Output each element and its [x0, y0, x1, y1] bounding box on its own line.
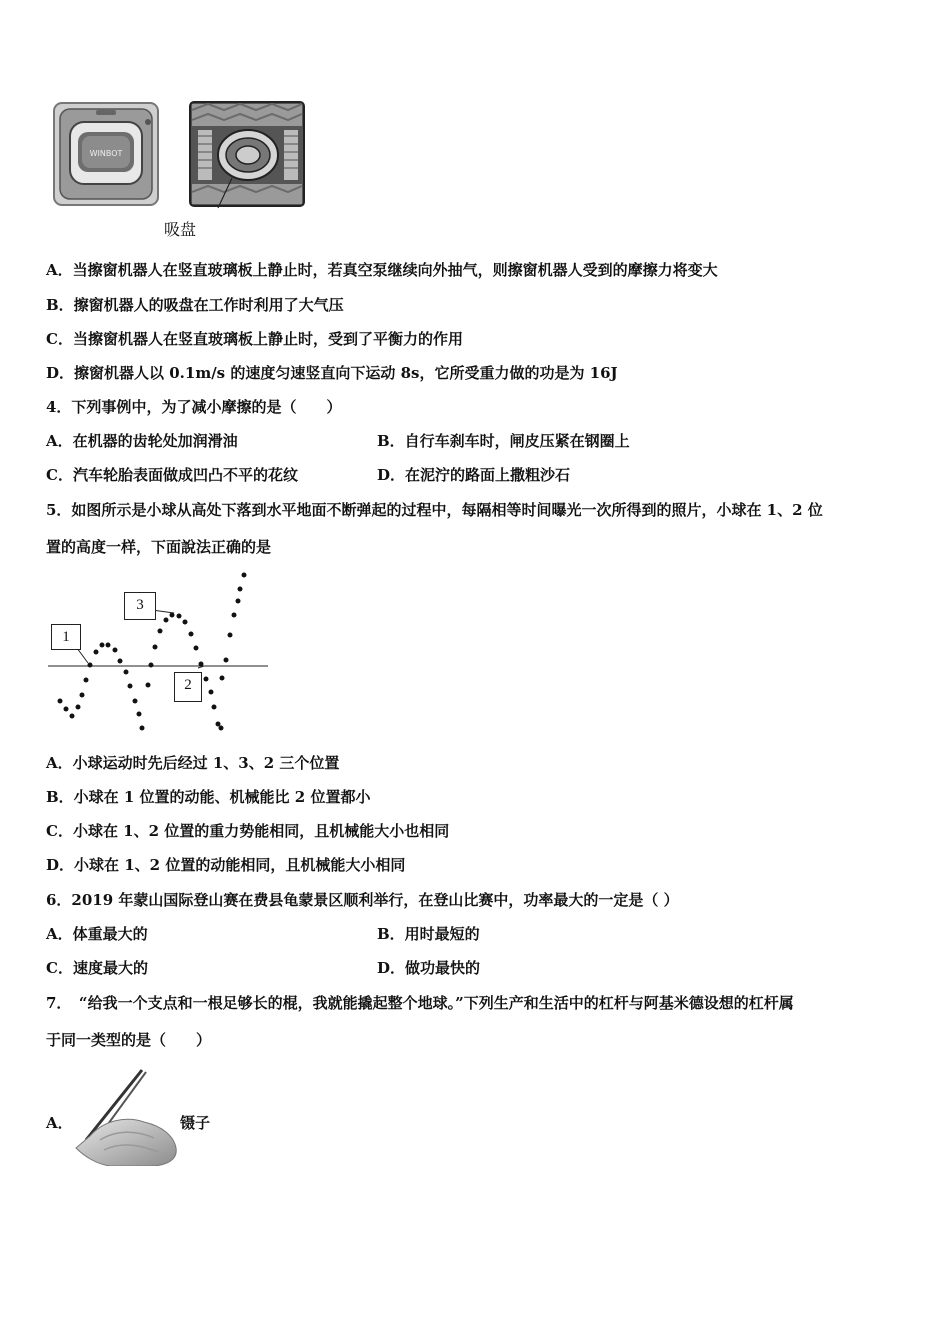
robot-front-photo [52, 100, 162, 210]
q7-option-a-letter[interactable]: A． [46, 1114, 73, 1132]
q6-option-a[interactable]: A．体重最大的 [46, 925, 148, 943]
q7-option-a-label[interactable]: 镊子 [180, 1114, 211, 1132]
position-label-3: 3 [124, 592, 156, 620]
q4-option-b[interactable]: B．自行车刹车时，闸皮压紧在钢圈上 [377, 432, 630, 450]
robot-figure [52, 100, 312, 240]
q6-option-b[interactable]: B．用时最短的 [377, 925, 480, 943]
q5-option-d[interactable]: D．小球在 1、2 位置的动能相同，且机械能大小相同 [46, 856, 406, 874]
q7-stem-line1: 7． “给我一个支点和一根足够长的棍，我就能撬起整个地球。”下列生产和生活中的杠杆与阿基米德设想的杠杆属 [46, 994, 794, 1012]
bouncing-ball-figure [46, 568, 272, 732]
q7-stem-line2: 于同一类型的是（ ） [46, 1031, 212, 1049]
q3-option-a[interactable]: A．当擦窗机器人在竖直玻璃板上静止时，若真空泵继续向外抽气，则擦窗机器人受到的摩擦力将变大 [46, 261, 718, 279]
q5-option-c[interactable]: C．小球在 1、2 位置的重力势能相同，且机械能大小也相同 [46, 822, 450, 840]
q4-option-d[interactable]: D．在泥泞的路面上撒粗沙石 [377, 466, 571, 484]
q6-option-d[interactable]: D．做功最快的 [377, 959, 481, 977]
q3-option-c[interactable]: C．当擦窗机器人在竖直玻璃板上静止时，受到了平衡力的作用 [46, 330, 463, 348]
q4-option-a[interactable]: A．在机器的齿轮处加润滑油 [46, 432, 238, 450]
position-label-1: 1 [51, 624, 81, 650]
tweezers-icon [70, 1066, 180, 1166]
bouncing-ball-diagram [46, 568, 272, 732]
q3-option-d[interactable]: D．擦窗机器人以 0.1m/s 的速度匀速竖直向下运动 8s，它所受重力做的功是为 16J [46, 364, 618, 382]
robot-brand-text: WINBOT [89, 149, 123, 158]
q4-stem: 4．下列事例中，为了减小摩擦的是（ ） [46, 398, 342, 416]
q5-stem-line2: 置的高度一样，下面說法正确的是 [46, 538, 272, 556]
q5-option-a[interactable]: A．小球运动时先后经过 1、3、2 三个位置 [46, 754, 340, 772]
q6-stem: 6．2019 年蒙山国际登山赛在费县龟蒙景区顺利举行，在登山比赛中，功率最大的一定是（ ） [46, 891, 679, 909]
q5-stem-line1: 5．如图所示是小球从高处下落到水平地面不断弹起的过程中，每隔相等时间曝光一次所得到的照片，小球在 1、2 位 [46, 501, 823, 519]
tweezers-photo [70, 1066, 180, 1166]
q5-option-b[interactable]: B．小球在 1 位置的动能、机械能比 2 位置都小 [46, 788, 371, 806]
robot-back-photo [188, 100, 308, 210]
q4-option-c[interactable]: C．汽车轮胎表面做成凹凸不平的花纹 [46, 466, 298, 484]
q3-option-b[interactable]: B．擦窗机器人的吸盘在工作时利用了大气压 [46, 296, 344, 314]
q6-option-c[interactable]: C．速度最大的 [46, 959, 148, 977]
suction-cup-label: 吸盘 [164, 220, 197, 239]
position-label-2: 2 [174, 672, 202, 702]
